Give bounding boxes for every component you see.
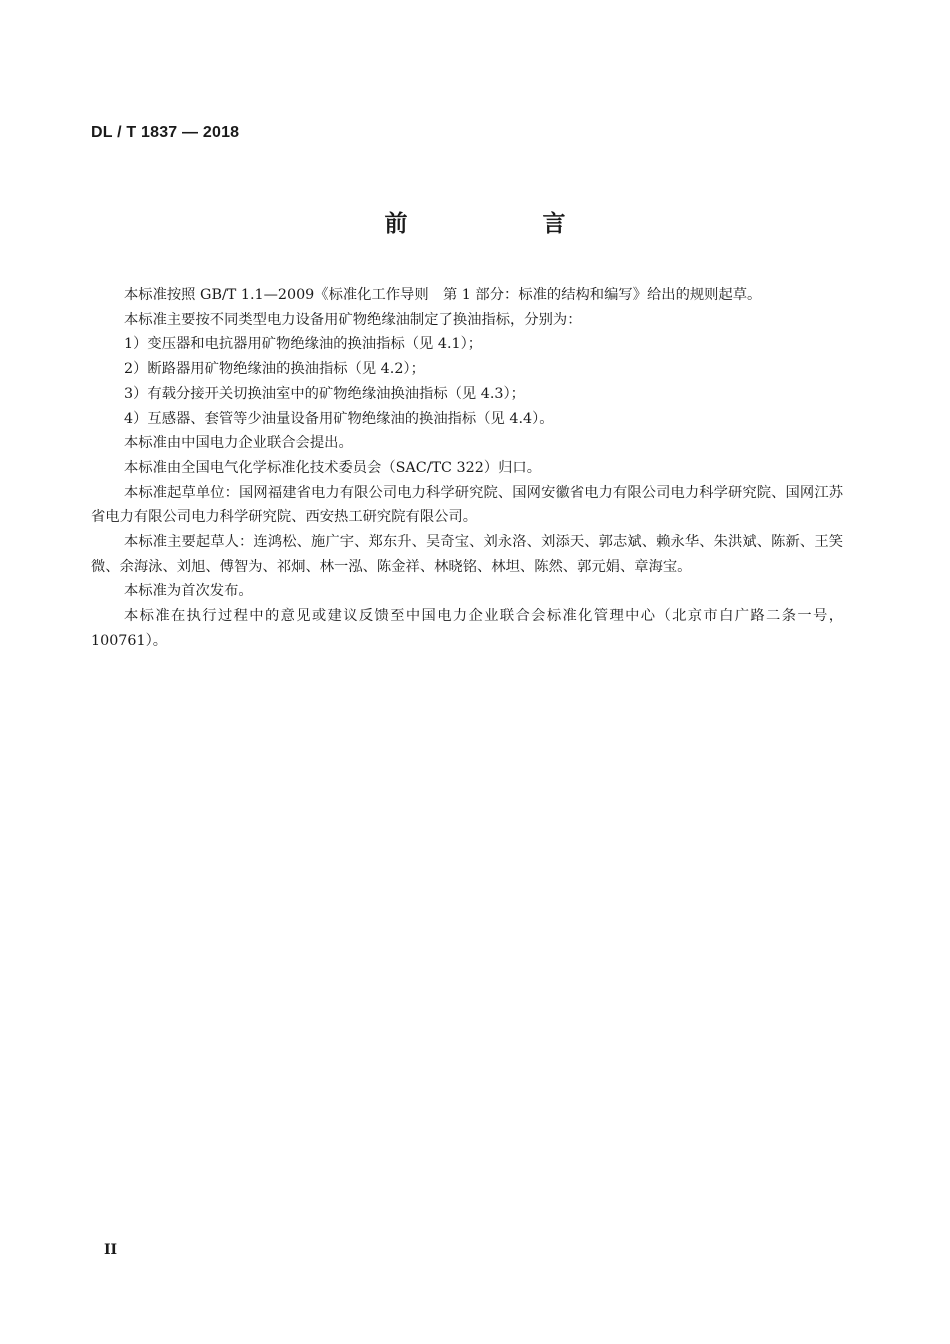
- paragraph-drafting-rules: 本标准按照 GB/T 1.1—2009《标准化工作导则 第 1 部分：标准的结构和编写》给出的规则起草。: [124, 287, 762, 303]
- paragraph-drafting-units: 本标准起草单位：国网福建省电力有限公司电力科学研究院、国网安徽省电力有限公司电力科学研究院、国网江苏省电力有限公司电力科学研究院、西安热工研究院有限公司。: [91, 484, 843, 526]
- page-number: II: [104, 1242, 118, 1258]
- paragraph-drafters: 本标准主要起草人：连鸿松、施广宇、郑东升、吴奇宝、刘永洛、刘添天、郭志斌、赖永华、朱洪斌、陈新、王笑微、余海泳、刘旭、傅智为、祁炯、林一泓、陈金祥、林晓铭、林坦、陈然、郭元娟、章海宝。: [91, 534, 843, 575]
- list-item-breaker: 2）断路器用矿物绝缘油的换油指标（见 4.2）；: [124, 361, 425, 378]
- foreword-body: [91, 283, 843, 654]
- list-item-tap-changer: 3）有载分接开关切换油室中的矿物绝缘油换油指标（见 4.3）；: [124, 385, 525, 402]
- list-item-instrument-transformer: 4）互感器、套管等少油量设备用矿物绝缘油的换油指标（见 4.4）。: [124, 410, 554, 427]
- paragraph-feedback: 本标准在执行过程中的意见或建议反馈至中国电力企业联合会标准化管理中心（北京市白广路二条一号，100761）。: [91, 608, 843, 649]
- list-item-transformer: 1）变压器和电抗器用矿物绝缘油的换油指标（见 4.1）；: [124, 336, 483, 353]
- page-title: 前 言: [384, 211, 622, 237]
- paragraph-scope-intro: 本标准主要按不同类型电力设备用矿物绝缘油制定了换油指标，分别为：: [124, 311, 582, 328]
- paragraph-proposed-by: 本标准由中国电力企业联合会提出。: [124, 435, 353, 452]
- paragraph-first-release: 本标准为首次发布。: [124, 583, 253, 600]
- paragraph-centralized-by: 本标准由全国电气化学标准化技术委员会（SAC/TC 322）归口。: [124, 459, 542, 476]
- document-code: DL / T 1837 — 2018: [91, 124, 240, 141]
